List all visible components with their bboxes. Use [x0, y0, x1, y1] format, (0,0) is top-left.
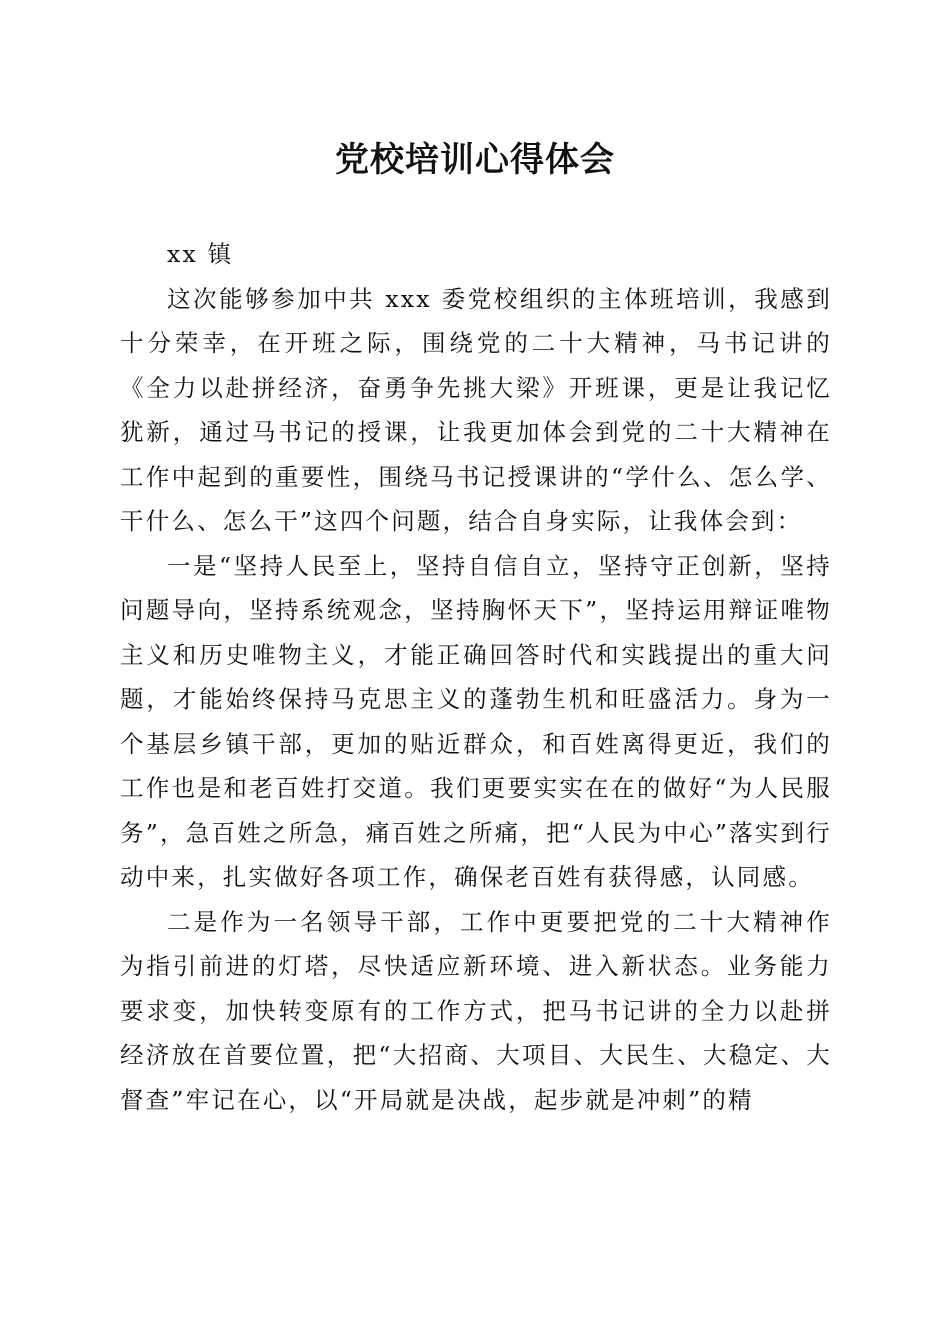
paragraph-intro: 这次能够参加中共 xxx 委党校组织的主体班培训，我感到十分荣幸，在开班之际，围绕党的二十大精神，马书记讲的《全力以赴拼经济，奋勇争先挑大梁》开班课，更是让我记忆犹新，通过马书记的授课，让我更加体会到党的二十大精神在工作中起到的重要性，围绕马书记授课讲的“学什么、怎么学、干什么、怎么干”这四个问题，结合自身实际，让我体会到：	[120, 284, 832, 535]
paragraph-point-one: 一是“坚持人民至上，坚持自信自立，坚持守正创新，坚持问题导向，坚持系统观念，坚持胸怀天下”，坚持运用辩证唯物主义和历史唯物主义，才能正确回答时代和实践提出的重大问题，才能始终保持马克思主义的蓬勃生机和旺盛活力。身为一个基层乡镇干部，更加的贴近群众，和百姓离得更近，我们的工作也是和老百姓打交道。我们更要实实在在的做好“为人民服务”，急百姓之所急，痛百姓之所痛，把“人民为中心”落实到行动中来，扎实做好各项工作，确保老百姓有获得感，认同感。	[120, 551, 832, 891]
author-line: xx 镇	[167, 240, 234, 268]
document-title: 党校培训心得体会	[335, 140, 615, 180]
paragraph-point-two: 二是作为一名领导干部，工作中更要把党的二十大精神作为指引前进的灯塔，尽快适应新环境、进入新状态。业务能力要求变，加快转变原有的工作方式，把马书记讲的全力以赴拼经济放在首要位置，把“大招商、大项目、大民生、大稳定、大督查”牢记在心，以“开局就是决战，起步就是冲刺”的精	[120, 907, 832, 1114]
document-body	[120, 232, 832, 1122]
